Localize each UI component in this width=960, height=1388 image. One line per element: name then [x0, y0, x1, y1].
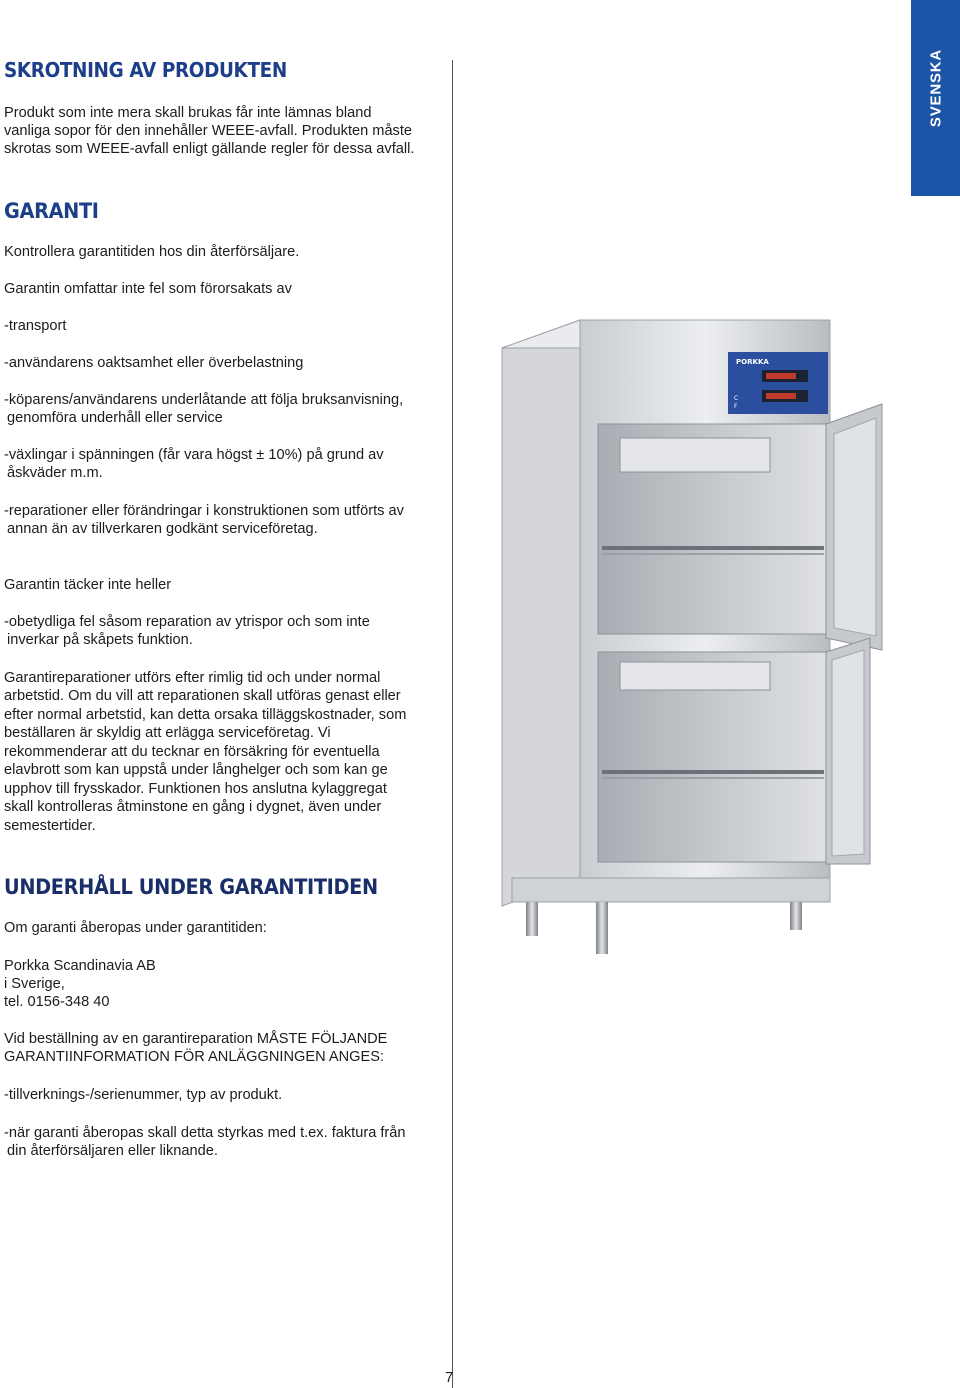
warranty-also-intro: Garantin täcker inte heller: [4, 577, 172, 593]
language-tab-label: SVENSKA: [927, 48, 944, 128]
repairs-paragraph-line-3: efter normal arbetstid, kan detta orsaka tilläggskostnader, som: [4, 707, 407, 723]
warranty-item-negligence: -användarens oaktsamhet eller överbelastning: [4, 355, 304, 371]
column-divider: [452, 60, 453, 1388]
brand-logo-text: PORKKA: [736, 358, 769, 366]
service-contact-company: Porkka Scandinavia AB: [4, 958, 156, 974]
warranty-intro: Kontrollera garantitiden hos din återförsäljare.: [4, 244, 300, 260]
product-cabinet-image: [490, 318, 910, 958]
disposal-line-3: skrotas som WEEE-avfall enligt gällande regler för dessa avfall.: [4, 141, 415, 157]
service-intro: Om garanti åberopas under garantitiden:: [4, 920, 267, 936]
warranty-heading: GARANTI: [4, 199, 99, 223]
warranty-item-repairs-2: annan än av tillverkaren godkänt serviceföretag.: [7, 521, 318, 537]
repairs-paragraph-line-8: skall kontrolleras åtminstone en gång i dygnet, även under: [4, 799, 382, 815]
disposal-line-2: vanliga sopor för den innehåller WEEE-avfall. Produkten måste: [4, 123, 413, 139]
warranty-not-covered-intro: Garantin omfattar inte fel som förorsakats av: [4, 281, 292, 297]
warranty-item-minor-2: inverkar på skåpets funktion.: [7, 632, 193, 648]
repairs-paragraph-line-2: arbetstid. Om du vill att reparationen skall utföras genast eller: [4, 688, 401, 704]
repairs-paragraph-line-7: upphov till frysskador. Funktionen hos anslutna kylaggregat: [4, 781, 387, 797]
warranty-item-voltage-2: åskväder m.m.: [7, 465, 103, 481]
repairs-paragraph-line-5: rekommenderar att du tecknar en försäkring för eventuella: [4, 744, 380, 760]
service-order-note-1: Vid beställning av en garantireparation MÅSTE FÖLJANDE: [4, 1031, 388, 1047]
warranty-item-manual-1: -köparens/användarens underlåtande att följa bruksanvisning,: [4, 392, 404, 408]
warranty-item-minor-1: -obetydliga fel såsom reparation av ytrispor och som inte: [4, 614, 370, 630]
disposal-heading: SKROTNING AV PRODUKTEN: [4, 58, 287, 82]
repairs-paragraph-line-4: beställaren är skyldig att erlägga serviceföretag. Vi: [4, 725, 331, 741]
service-order-note-2: GARANTIINFORMATION FÖR ANLÄGGNINGEN ANGES:: [4, 1049, 385, 1065]
warranty-item-manual-2: genomföra underhåll eller service: [7, 410, 223, 426]
service-item-serial: -tillverknings-/serienummer, typ av produkt.: [4, 1087, 283, 1103]
disposal-line-1: Produkt som inte mera skall brukas får inte lämnas bland: [4, 105, 372, 121]
page-number: 7: [445, 1369, 454, 1386]
warranty-item-repairs-1: -reparationer eller förändringar i konstruktionen som utförts av: [4, 503, 404, 519]
repairs-paragraph-line-1: Garantireparationer utförs efter rimlig tid och under normal: [4, 670, 381, 686]
panel-letter-f: F: [734, 403, 738, 410]
panel-letter-c: C: [734, 395, 739, 402]
service-item-invoice-2: din återförsäljaren eller liknande.: [7, 1143, 218, 1159]
service-contact-country: i Sverige,: [4, 976, 65, 992]
language-tab: [911, 0, 960, 196]
warranty-item-transport: -transport: [4, 318, 67, 334]
repairs-paragraph-line-6: elavbrott som kan uppstå under långhelger och som kan ge: [4, 762, 388, 778]
service-heading: UNDERHÅLL UNDER GARANTITIDEN: [4, 875, 378, 899]
service-item-invoice-1: -när garanti åberopas skall detta styrkas med t.ex. faktura från: [4, 1125, 406, 1141]
repairs-paragraph-line-9: semestertider.: [4, 818, 96, 834]
service-contact-phone: tel. 0156-348 40: [4, 994, 110, 1010]
warranty-item-voltage-1: -växlingar i spänningen (får vara högst ± 10%) på grund av: [4, 447, 384, 463]
